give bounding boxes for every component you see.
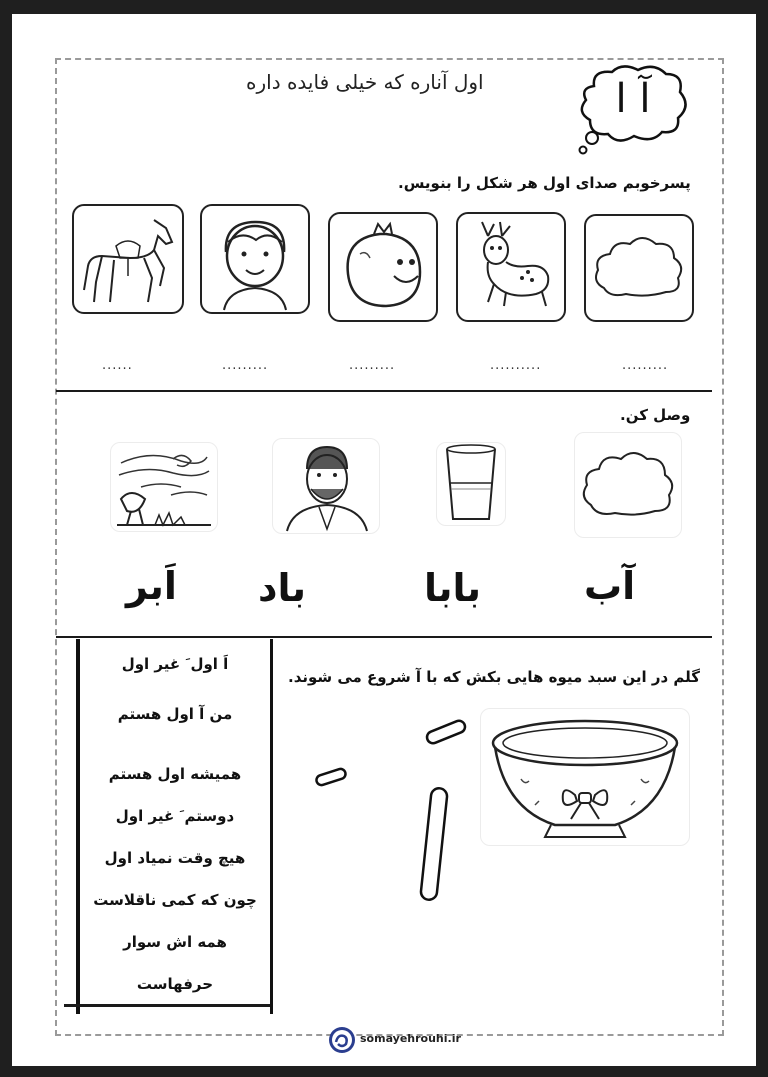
word-bad[interactable]: باد (258, 566, 307, 610)
cloud-icon (575, 433, 681, 537)
basket-icon (481, 709, 689, 845)
blank-boy[interactable]: ......... (222, 358, 269, 373)
blank-cloud[interactable]: ......... (622, 358, 669, 373)
blank-pomegranate[interactable]: ......... (349, 358, 396, 373)
section1-instruction: پسرخوبم صدای اول هر شکل را بنویس. (398, 174, 691, 192)
boy-face-icon (202, 206, 308, 312)
section2-instruction: وصل کن. (620, 406, 691, 424)
blank-horse[interactable]: ...... (102, 358, 133, 373)
wind-icon (111, 443, 217, 531)
water-glass-icon (437, 443, 505, 525)
divider-2 (56, 636, 712, 638)
match-picture-father[interactable] (272, 438, 380, 534)
father-icon (273, 439, 379, 533)
match-picture-cloud[interactable] (574, 432, 682, 538)
bubble-letters: آ ا (615, 76, 651, 122)
section3-instruction: گلم در این سبد میوه هایی بکش که با آ شروع می شوند. (288, 668, 700, 686)
footer-site[interactable]: somayehrouhi.ir (360, 1032, 461, 1045)
poem-line-7: همه اش سوار (123, 933, 227, 951)
picture-pomegranate (328, 212, 438, 322)
letter-aa-figure (302, 704, 482, 924)
site-logo (328, 1026, 356, 1054)
pomegranate-icon (330, 214, 436, 320)
poem-line-5: هیچ وقت نمیاد اول (104, 849, 246, 867)
poem-line-1: اَ اول َ غیر اول (121, 655, 229, 673)
poem-bottom-line (64, 1004, 270, 1007)
picture-horse (72, 204, 184, 314)
basket-area[interactable] (480, 708, 690, 846)
horse-icon (74, 206, 182, 312)
word-baba[interactable]: بابا (424, 566, 482, 610)
poem-line-2: من آ اول هستم (117, 705, 233, 723)
poem-line-4: دوستم َ غیر اول (115, 807, 235, 825)
poem-line-6: چون که کمی ناقلاست (93, 891, 257, 909)
letter-aa-icon (302, 704, 482, 924)
picture-boy (200, 204, 310, 314)
divider-1 (56, 390, 712, 392)
picture-deer (456, 212, 566, 322)
site-logo-icon (328, 1026, 356, 1054)
word-ab[interactable]: آب (584, 564, 636, 608)
match-picture-water-glass[interactable] (436, 442, 506, 526)
page-title: اول آناره که خیلی فایده داره (246, 70, 484, 94)
poem-line-8: حرفهاست (136, 975, 214, 993)
picture-cloud (584, 214, 694, 322)
deer-icon (458, 214, 564, 320)
match-picture-wind[interactable] (110, 442, 218, 532)
thought-bubble (572, 62, 692, 158)
poem-box (76, 639, 273, 1014)
poem-line-3: همیشه اول هستم (108, 765, 242, 783)
blank-deer[interactable]: .......... (490, 358, 542, 373)
worksheet-page (12, 14, 756, 1066)
word-abr[interactable]: اَبر (126, 564, 177, 608)
cloud-icon (586, 216, 692, 320)
